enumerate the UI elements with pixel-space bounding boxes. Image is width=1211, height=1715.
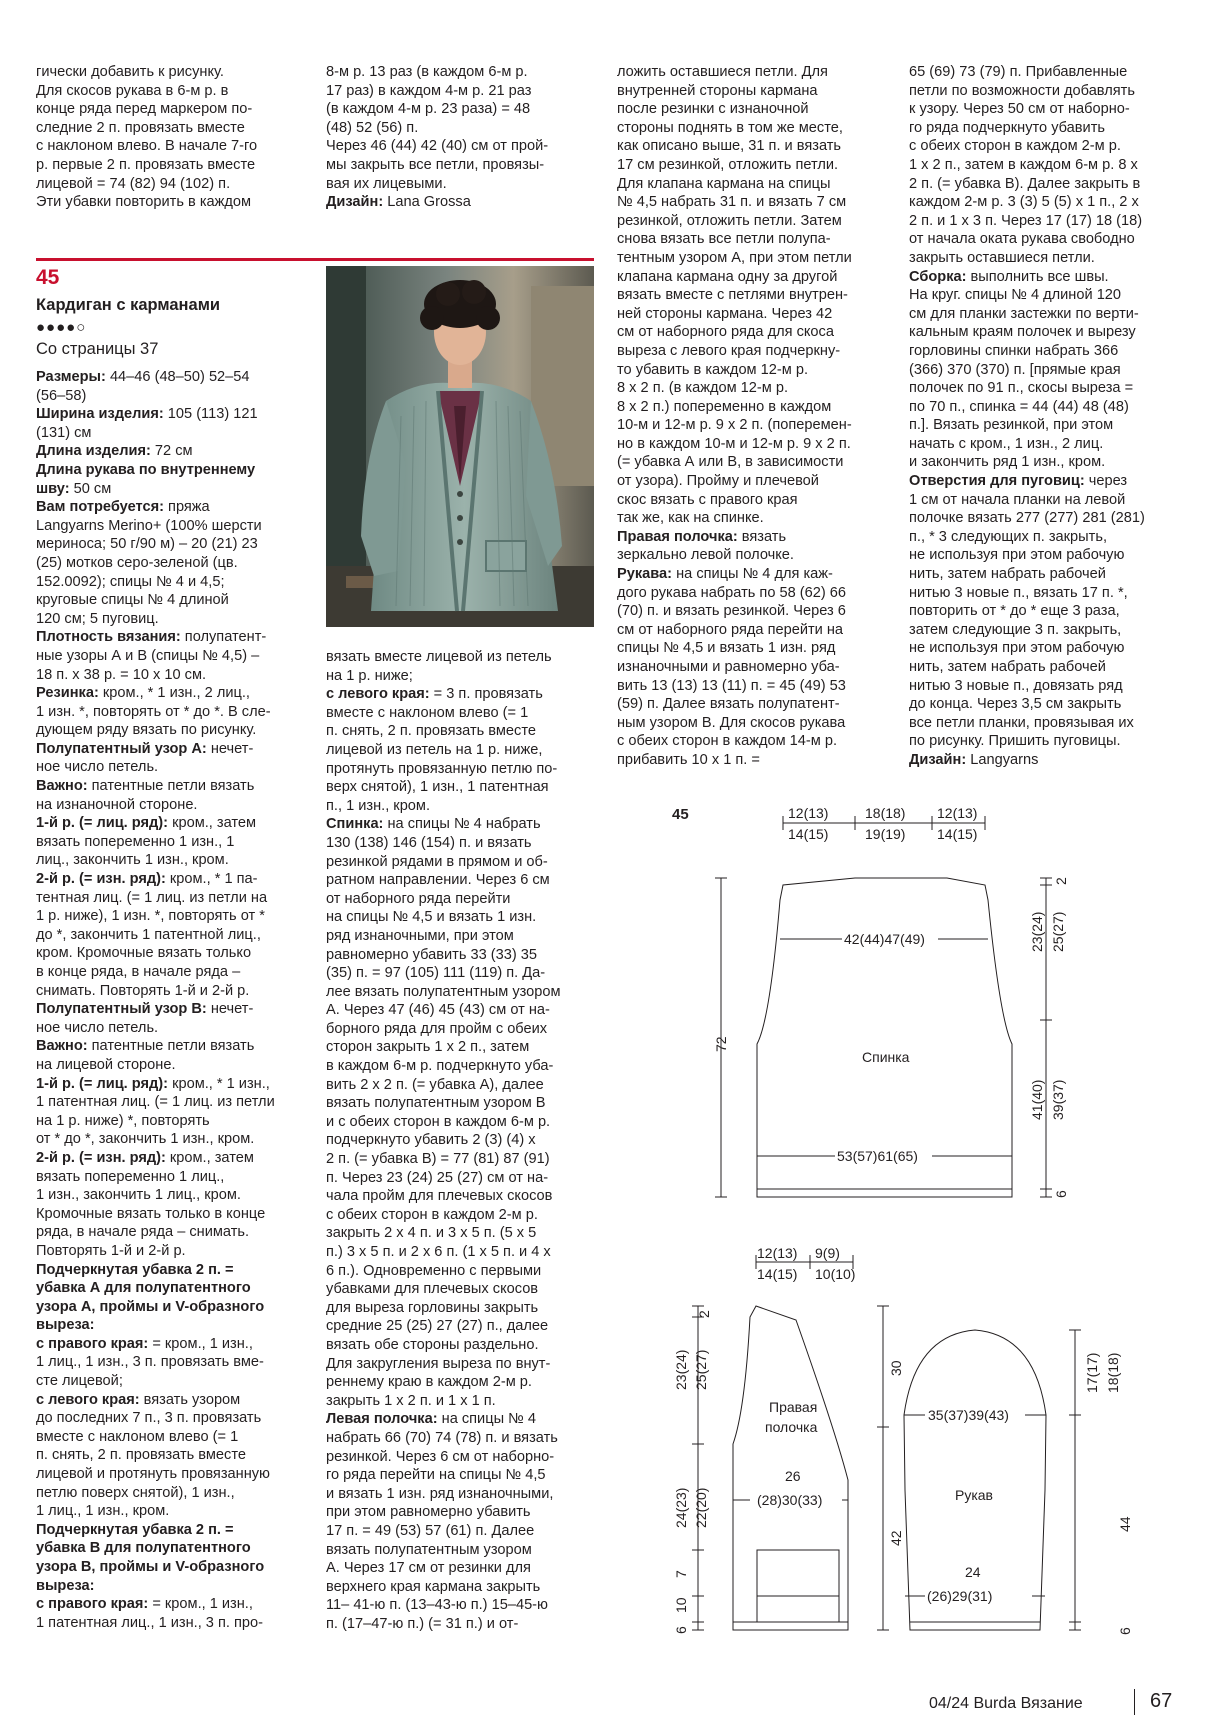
body-text: 1 см от начала планки на левой	[909, 491, 1126, 508]
bold-label: Рукава:	[617, 566, 673, 583]
body-text: подчеркнуто убавить 2 (3) (4) х	[326, 1132, 536, 1149]
body-text: закрыть 2 х 4 п. и 3 х 5 п. (5 х 5	[326, 1225, 537, 1242]
back-armhole-a: 23(24)	[1029, 911, 1045, 952]
body-text: после резинки с изнаночной	[617, 101, 809, 118]
body-text: спицы № 4,5 и вязать 1 изн. ряд	[617, 640, 836, 657]
body-text: прибавить 10 х 1 п. =	[617, 751, 760, 768]
body-text: см от наборного ряда перейти на	[617, 621, 844, 638]
body-text: по рисунку. Пришить пуговицы.	[909, 733, 1121, 750]
back-rib: 6	[1053, 1190, 1069, 1198]
body-text: в конце ряда, в начале ряда –	[36, 964, 241, 980]
back-name: Спинка	[862, 1049, 910, 1065]
body-text: внутренней стороны кармана	[617, 82, 818, 99]
body-text: 120 см; 5 пуговиц.	[36, 610, 159, 627]
body-text: от узора). Пройму и плечевой	[617, 473, 819, 490]
body-text: На круг. спицы № 4 длиной 120	[909, 287, 1122, 304]
bold-label: выреза:	[36, 1577, 95, 1594]
body-text: 1 х 2 п., затем в каждом 6-м р. 8 х	[909, 156, 1138, 173]
text-line: следние 2 п. провязать вместе	[36, 119, 245, 136]
bold-label: с правого края:	[36, 1335, 149, 1352]
sleeve-length: 44	[1117, 1516, 1133, 1532]
bold-label: 2-й р. (= изн. ряд):	[36, 1149, 166, 1166]
body-text: патентные петли вязать	[87, 778, 255, 795]
body-text: и закончить ряд 1 изн., кром.	[909, 454, 1106, 471]
body-text: пряжа	[163, 499, 210, 516]
body-text: круговые спицы № 4 длиной	[36, 592, 229, 609]
back-height: 72	[713, 1036, 729, 1052]
body-text: петли по возможности добавлять	[909, 82, 1135, 99]
bold-label: Отверстия для пуговиц:	[909, 473, 1085, 490]
body-text: го ряда подчеркнуто убавить	[909, 119, 1105, 136]
source-page: Со страницы 37	[36, 340, 159, 358]
body-text: п. Через 23 (24) 25 (27) см от на-	[326, 1169, 549, 1186]
body-text: закрыть 1 х 2 п. и 1 х 1 п.	[326, 1392, 496, 1409]
bold-label: 1-й р. (= лиц. ряд):	[36, 1075, 169, 1092]
body-text: см для планки застежки по верти-	[909, 305, 1139, 322]
body-text: нить, затем набрать рабочей	[909, 659, 1106, 675]
body-text: кром., * 1 изн., 2 лиц.,	[98, 685, 250, 702]
body-text: вить 13 (13) 13 (11) п. = 45 (49) 53	[617, 677, 846, 694]
body-text: клапана кармана одну за другой	[617, 268, 838, 285]
back-top-right-b: 14(15)	[937, 826, 978, 842]
body-text: 130 (138) 146 (154) п. и вязать	[326, 834, 532, 851]
text-line: с наклоном влево. В начале 7-го	[36, 138, 258, 155]
bold-label: узора А, проймы и V-образного	[36, 1298, 265, 1315]
body-text: вязать попеременно 1 лиц.,	[36, 1168, 225, 1185]
body-text: (35) п. = 97 (105) 111 (119) п. Да-	[326, 965, 546, 982]
body-text: на лицевой стороне.	[36, 1056, 176, 1073]
body-text: каждом 2-м р. 3 (3) 5 (5) х 1 п., 2 х	[909, 194, 1139, 211]
body-text: но в каждом 10-м и 12-м р. 9 х 2 п.	[617, 435, 851, 452]
bold-label: 1-й р. (= лиц. ряд):	[36, 815, 169, 832]
body-text: резинкой. Через 6 см от наборно-	[326, 1448, 555, 1465]
front-side-a: 24(23)	[673, 1487, 689, 1528]
bold-label: Длина рукава по внутреннему	[36, 461, 256, 478]
front-armhole-a: 23(24)	[673, 1349, 689, 1390]
body-text: Langyarns	[966, 751, 1039, 768]
text-line: Для скосов рукава в 6-м р. в	[36, 82, 229, 99]
body-text: 1 лиц., 1 изн., кром.	[36, 1503, 170, 1520]
body-text: лее вязать полупатентным узором	[326, 983, 561, 1000]
body-text: 1 патентная лиц. (= 1 лиц. из петли	[36, 1094, 275, 1111]
body-text: реннему краю в каждом 2-м р.	[326, 1374, 532, 1391]
body-text: 1 лиц., 1 изн., 3 п. провязать вме-	[36, 1354, 264, 1371]
body-text: нечет-	[206, 1001, 254, 1018]
back-top-mid-a: 18(18)	[865, 805, 906, 821]
body-text: 8 х 2 п. (в каждом 12-м р.	[617, 380, 789, 397]
body-text: полочке вязать 277 (277) 281 (281)	[909, 510, 1145, 527]
body-text: 18 п. х 38 р. = 10 х 10 см.	[36, 666, 207, 683]
front-pocket: 10	[673, 1597, 689, 1613]
sleeve-name: Рукав	[955, 1487, 993, 1503]
text-line: мы закрыть все петли, провязы-	[326, 156, 545, 173]
bold-label: 2-й р. (= изн. ряд):	[36, 871, 166, 888]
sleeve-cap-a: 17(17)	[1084, 1352, 1100, 1393]
body-text: сте лицевой;	[36, 1373, 123, 1390]
footer-divider	[1134, 1689, 1135, 1715]
bold-label: Вам потребуется:	[36, 499, 164, 516]
front-neck-depth: 30	[888, 1360, 904, 1376]
body-text: средние 25 (25) 27 (27) п., далее	[326, 1318, 549, 1335]
bold-label: Левая полочка:	[326, 1411, 438, 1428]
front-side-b: 22(20)	[693, 1487, 709, 1528]
bold-label: шву:	[36, 480, 70, 497]
back-side-b: 39(37)	[1050, 1079, 1066, 1120]
body-text: Langyarns Merino+ (100% шерсти	[36, 517, 262, 534]
front-shoulder: 2	[696, 1310, 712, 1318]
body-text: резинкой рядами в прямом и об-	[326, 853, 548, 870]
body-text: 2 п. (= убавка В). Далее закрыть в	[909, 175, 1141, 192]
body-text: вязать	[737, 528, 787, 545]
body-text: повторить от * до * еще 3 раза,	[909, 603, 1120, 620]
body-text: сторон закрыть 1 х 2 п., затем	[326, 1039, 530, 1056]
bold-label: Полупатентный узор В:	[36, 1001, 207, 1018]
body-text: начать с кром., 1 изн., 2 лиц.	[909, 435, 1104, 452]
body-text: п. снять, 2 п. провязать вместе	[326, 723, 536, 740]
text-line: лицевой = 74 (82) 94 (102) п.	[36, 175, 231, 192]
bold-label: Правая полочка:	[617, 528, 738, 545]
body-text: = кром., 1 изн.,	[148, 1596, 253, 1613]
back-armhole-b: 25(27)	[1050, 911, 1066, 952]
body-text: 2 п. и 1 х 3 п. Через 17 (17) 18 (18)	[909, 212, 1143, 229]
bold-label: Плотность вязания:	[36, 629, 181, 646]
body-text: 6 п.). Одновременно с первыми	[326, 1262, 542, 1279]
body-text: 1 изн., закончить 1 лиц., кром.	[36, 1187, 241, 1204]
body-text: ное число петель.	[36, 759, 159, 776]
bold-label: Важно:	[36, 1038, 88, 1055]
text-line: конце ряда перед маркером по-	[36, 101, 253, 118]
front-neck-b: 10(10)	[815, 1266, 856, 1282]
body-text: (59) п. Далее вязать полупатент-	[617, 696, 840, 713]
sleeve-lower-a: 24	[965, 1564, 981, 1580]
body-text: от * до *, закончить 1 изн., кром.	[36, 1131, 255, 1148]
body-text: как описано выше, 31 п. и вязать	[617, 138, 842, 155]
back-lower-width: 53(57)61(65)	[837, 1148, 918, 1164]
back-shoulder: 2	[1053, 877, 1069, 885]
diagram-number: 45	[672, 806, 689, 823]
body-text: Для клапана кармана на спицы	[617, 175, 831, 192]
body-text: через	[1084, 473, 1128, 490]
text-line: Через 46 (44) 42 (40) см от прой-	[326, 138, 549, 155]
bold-label: Ширина изделия:	[36, 406, 164, 423]
body-text: с обеих сторон в каждом 2-м р.	[326, 1206, 538, 1223]
text-line: 8-м р. 13 раз (в каждом 6-м р.	[326, 64, 528, 80]
front-neck-a: 9(9)	[815, 1245, 840, 1261]
body-text: горловины спинки набрать 366	[909, 342, 1119, 359]
difficulty-rating: ●●●●○	[36, 319, 87, 336]
bold-label: убавка В для полупатентного	[36, 1540, 251, 1557]
front-rib: 6	[673, 1626, 689, 1634]
body-text: с обеих сторон в каждом 2-м р.	[909, 138, 1121, 155]
body-text: нечет-	[206, 740, 254, 757]
body-text: 72 см	[150, 443, 193, 460]
body-text: (25) мотков серо-зеленой (цв.	[36, 554, 238, 571]
body-text: тентная лиц. (= 1 лиц. из петли на	[36, 889, 268, 906]
body-text: на спицы № 4 для каж-	[672, 566, 833, 583]
front-width-a: 26	[785, 1468, 801, 1484]
body-text: не используя при этом рабочую	[909, 640, 1125, 657]
body-text: (131) см	[36, 424, 92, 441]
body-text: = 3 п. провязать	[429, 686, 543, 703]
body-text: на 1 р. ниже;	[326, 667, 413, 684]
body-text: п. (17–47-ю п.) (= 31 п.) и от-	[326, 1615, 519, 1632]
front-name-2: полочка	[765, 1419, 818, 1435]
body-text: Для закругления выреза по внут-	[326, 1355, 551, 1372]
body-text: см от наборного ряда для скоса	[617, 324, 834, 341]
bold-label: с левого края:	[326, 686, 430, 703]
body-text: верх снятой), 1 изн., 1 патентная	[326, 779, 549, 796]
body-text: на спицы № 4,5 и вязать 1 изн.	[326, 909, 537, 926]
body-text: Кромочные вязать только в конце	[36, 1205, 266, 1222]
body-text: до конца. Через 3,5 см закрыть	[909, 696, 1122, 713]
body-text: снимать. Повторять 1-й и 2-й р.	[36, 982, 250, 999]
body-text: кром., * 1 изн.,	[168, 1075, 270, 1092]
back-side-a: 41(40)	[1029, 1079, 1045, 1120]
sleeve-upper-width: 35(37)39(43)	[928, 1407, 1009, 1423]
body-text: на изнаночной стороне.	[36, 796, 198, 813]
body-text: кром. Кромочные вязать только	[36, 945, 252, 962]
body-text: стороны поднять в том же месте,	[617, 119, 843, 136]
bold-label: Подчеркнутая убавка 2 п. =	[36, 1261, 234, 1278]
front-top-b: 14(15)	[757, 1266, 798, 1282]
body-text: полочек по 91 п., скосы выреза =	[909, 380, 1134, 397]
body-text: патентные петли вязать	[87, 1038, 255, 1055]
bold-label: Сборка:	[909, 268, 967, 285]
body-text: закрыть оставшиеся петли.	[909, 249, 1095, 266]
front-name-1: Правая	[769, 1399, 818, 1415]
body-text: 1 патентная лиц., 1 изн., 3 п. про-	[36, 1614, 263, 1631]
body-text: нитью 3 новые п., довязать ряд	[909, 677, 1123, 694]
body-text: п., 1 изн., кром.	[326, 797, 431, 814]
bold-label: узора В, проймы и V-образного	[36, 1559, 265, 1575]
bold-label: Дизайн:	[326, 194, 384, 211]
body-text: от наборного ряда перейти	[326, 890, 511, 907]
body-text: 1 изн. *, повторять от * до *. В сле-	[36, 703, 271, 720]
body-text: зеркально левой полочке.	[617, 547, 794, 564]
front-armhole-b: 25(27)	[693, 1349, 709, 1390]
body-text: борного ряда для пройм с обеих	[326, 1020, 548, 1037]
body-text: убавками для плечевых скосов	[326, 1281, 539, 1298]
body-text: на спицы № 4 набрать	[383, 816, 541, 833]
sleeve-cap-b: 18(18)	[1105, 1352, 1121, 1393]
body-text: вместе с наклоном влево (= 1	[36, 1428, 239, 1445]
body-text: мериноса; 50 г/90 м) – 20 (21) 23	[36, 536, 258, 553]
back-upper-width: 42(44)47(49)	[844, 931, 925, 947]
body-text: для выреза горловины закрыть	[326, 1299, 539, 1316]
body-text: 10-м и 12-м р. 9 х 2 п. (поперемен-	[617, 417, 852, 434]
front-pocket-flap: 7	[673, 1570, 689, 1578]
body-text: лицевой из петель на 1 р. ниже,	[326, 741, 543, 758]
body-text: то убавить в каждом 12-м р.	[617, 361, 809, 378]
bold-label: Дизайн:	[909, 751, 967, 768]
body-text: и с обеих сторон в каждом 6-м р.	[326, 1113, 551, 1130]
back-top-mid-b: 19(19)	[865, 826, 906, 842]
body-text: тентным узором А, при этом петли	[617, 249, 852, 266]
body-text: вязать обе стороны раздельно.	[326, 1336, 539, 1353]
body-text: так же, как на спинке.	[617, 510, 764, 527]
body-text: = кром., 1 изн.,	[148, 1335, 253, 1352]
back-top-right-a: 12(13)	[937, 805, 978, 821]
body-text: до *, закончить 1 патентной лиц.,	[36, 926, 261, 943]
body-text: и вязать 1 изн. ряд изнаночными,	[326, 1485, 554, 1502]
body-text: (366) 370 (370) п. [прямые края	[909, 361, 1121, 378]
bold-label: с правого края:	[36, 1596, 149, 1613]
front-lower-height: 42	[888, 1530, 904, 1546]
body-text: п., * 3 следующих п. закрыть,	[909, 528, 1107, 545]
body-text: изнаночными и равномерно уба-	[617, 659, 840, 675]
sleeve-lower-b: (26)29(31)	[927, 1588, 993, 1604]
body-text: ратном направлении. Через 6 см	[326, 872, 550, 889]
body-text: ные узоры А и В (спицы № 4,5) –	[36, 647, 260, 664]
body-text: (70) п. и вязать резинкой. Через 6	[617, 603, 846, 620]
bold-label: убавка А для полупатентного	[36, 1280, 251, 1297]
body-text: на спицы № 4	[437, 1411, 536, 1428]
body-text: п.]. Вязать резинкой, при этом	[909, 417, 1114, 434]
footer-issue: 04/24 Burda Вязание	[929, 1695, 1083, 1712]
body-text: вязать вместе лицевой из петель	[326, 649, 552, 665]
body-text: ложить оставшиеся петли. Для	[617, 64, 828, 80]
body-text: чала пройм для плечевых скосов	[326, 1188, 553, 1205]
body-text: в каждом 6-м р. подчеркнуто уба-	[326, 1058, 554, 1075]
body-text: 17 п. = 49 (53) 57 (61) п. Далее	[326, 1522, 535, 1539]
bold-label: Подчеркнутая убавка 2 п. =	[36, 1521, 234, 1538]
body-text: петлю поверх снятой), 1 изн.,	[36, 1484, 235, 1501]
page-number: 67	[1150, 1690, 1173, 1712]
body-text: не используя при этом рабочую	[909, 547, 1125, 564]
body-text: Повторять 1-й и 2-й р.	[36, 1242, 186, 1259]
body-text: резинкой, отложить петли. Затем	[617, 212, 842, 229]
body-text: ряд изнаночными, при этом	[326, 927, 514, 944]
body-text: скос вязать с правого края	[617, 491, 798, 508]
body-text: затем следующие 3 п. закрыть,	[909, 621, 1122, 638]
text-line: (48) 52 (56) п.	[326, 119, 419, 136]
body-text: ным узором В. Для скосов рукава	[617, 714, 846, 731]
body-text: набрать 66 (70) 74 (78) п. и вязать	[326, 1429, 558, 1446]
body-text: 44–46 (48–50) 52–54	[105, 369, 250, 385]
body-text: все петли планки, провязывая их	[909, 714, 1134, 731]
body-text: 1 р. ниже), 1 изн. *, повторять от *	[36, 908, 265, 925]
sleeve-outline	[904, 1330, 1046, 1630]
bold-label: Размеры:	[36, 369, 106, 385]
body-text: 17 см резинкой, отложить петли.	[617, 156, 839, 173]
text-line: р. первые 2 п. провязать вместе	[36, 156, 256, 173]
sleeve-rib: 6	[1117, 1627, 1133, 1635]
body-text: с обеих сторон в каждом 14-м р.	[617, 733, 838, 750]
back-top-left-a: 12(13)	[788, 805, 829, 821]
body-text: дующем ряду вязать по рисунку.	[36, 722, 257, 739]
body-text: (56–58)	[36, 387, 87, 404]
body-text: протянуть провязанную петлю по-	[326, 760, 558, 777]
body-text: снова вязать все петли полупа-	[617, 231, 831, 248]
body-text: ное число петель.	[36, 1019, 159, 1036]
body-text: вместе с наклоном влево (= 1	[326, 704, 529, 721]
body-text: п.) 3 х 5 п. и 2 х 6 п. (1 х 5 п. и 4 х	[326, 1244, 551, 1260]
body-text: нитью 3 новые п., вязать 17 п. *,	[909, 584, 1128, 601]
body-text: лиц., закончить 1 изн., кром.	[36, 852, 229, 869]
body-text: 152.0092); спицы № 4 и 4,5;	[36, 573, 225, 590]
text-line: гически добавить к рисунку.	[36, 64, 224, 80]
bold-label: Резинка:	[36, 685, 99, 702]
bold-label: Спинка:	[326, 816, 384, 833]
front-top-a: 12(13)	[757, 1245, 798, 1261]
body-text: полупатент-	[180, 629, 267, 646]
body-text: вязать вместе с петлями внутрен-	[617, 287, 848, 304]
body-text: вязать полупатентным узором В	[326, 1095, 546, 1112]
body-text: до последних 7 п., 3 п. провязать	[36, 1410, 262, 1427]
body-text: № 4,5 набрать 31 п. и вязать 7 см	[617, 194, 847, 211]
body-text: кальным краям полочек и вырезу	[909, 324, 1136, 341]
pattern-title: Кардиган с карманами	[36, 296, 221, 314]
body-text: по 70 п., спинка = 44 (44) 48 (48)	[909, 398, 1129, 415]
bold-label: Важно:	[36, 778, 88, 795]
body-text: 11– 41-ю п. (13–43-ю п.) 15–45-ю	[326, 1597, 548, 1614]
text-line: 17 раз) в каждом 4-м р. 21 раз	[326, 82, 532, 99]
text-line: Эти убавки повторить в каждом	[36, 194, 252, 211]
body-text: А. Через 17 см от резинки для	[326, 1560, 531, 1577]
body-text: лицевой и протянуть провязанную	[36, 1466, 270, 1483]
bold-label: Полупатентный узор А:	[36, 740, 207, 757]
body-text: к узору. Через 50 см от наборно-	[909, 101, 1130, 118]
body-text: 8 х 2 п.) попеременно в каждом	[617, 398, 832, 415]
bold-label: Длина изделия:	[36, 443, 151, 460]
body-text: 50 см	[69, 480, 112, 497]
body-text: п. снять, 2 п. провязать вместе	[36, 1447, 246, 1464]
body-text: ряда, в начале ряда – снимать.	[36, 1224, 250, 1241]
body-text: выполнить все швы.	[966, 268, 1109, 285]
body-text: вить 2 х 2 п. (= убавка А), далее	[326, 1076, 544, 1093]
text-line: (в каждом 4-м р. 23 раза) = 48	[326, 101, 531, 118]
body-text: Lana Grossa	[383, 194, 471, 211]
body-text: 105 (113) 121	[163, 406, 258, 423]
body-text: (= убавка А или В, в зависимости	[617, 454, 844, 471]
body-text: верхнего края кармана закрыть	[326, 1578, 541, 1595]
body-text: при этом равномерно убавить	[326, 1504, 531, 1521]
body-text: 2 п. (= убавка В) = 77 (81) 87 (91)	[326, 1151, 550, 1168]
body-text: кром., затем	[168, 815, 257, 832]
body-text: вязать узором	[139, 1391, 241, 1408]
bold-label: с левого края:	[36, 1391, 140, 1408]
body-text: от начала оката рукава свободно	[909, 231, 1135, 248]
body-text: А. Через 47 (46) 45 (43) см от на-	[326, 1002, 550, 1019]
body-text: кром., затем	[165, 1149, 254, 1166]
body-text: 65 (69) 73 (79) п. Прибавленные	[909, 64, 1128, 80]
body-text: дого рукава набрать по 58 (62) 66	[617, 584, 847, 601]
bold-label: выреза:	[36, 1317, 95, 1334]
body-text: на 1 р. ниже) *, повторять	[36, 1112, 210, 1129]
body-text: выреза с левого края подчеркну-	[617, 342, 841, 359]
back-top-left-b: 14(15)	[788, 826, 829, 842]
front-width-b: (28)30(33)	[757, 1492, 823, 1508]
body-text: равномерно убавить 33 (33) 35	[326, 946, 538, 963]
body-text: вязать полупатентным узором	[326, 1541, 532, 1558]
body-text: го ряда перейти на спицы № 4,5	[326, 1467, 546, 1484]
body-text: ней стороны кармана. Через 42	[617, 305, 833, 322]
body-text: кром., * 1 па-	[165, 871, 258, 888]
pattern-number: 45	[36, 266, 60, 289]
text-line: вая их лицевыми.	[326, 175, 447, 192]
body-text: вязать попеременно 1 изн., 1	[36, 833, 235, 850]
body-text: нить, затем набрать рабочей	[909, 566, 1106, 583]
